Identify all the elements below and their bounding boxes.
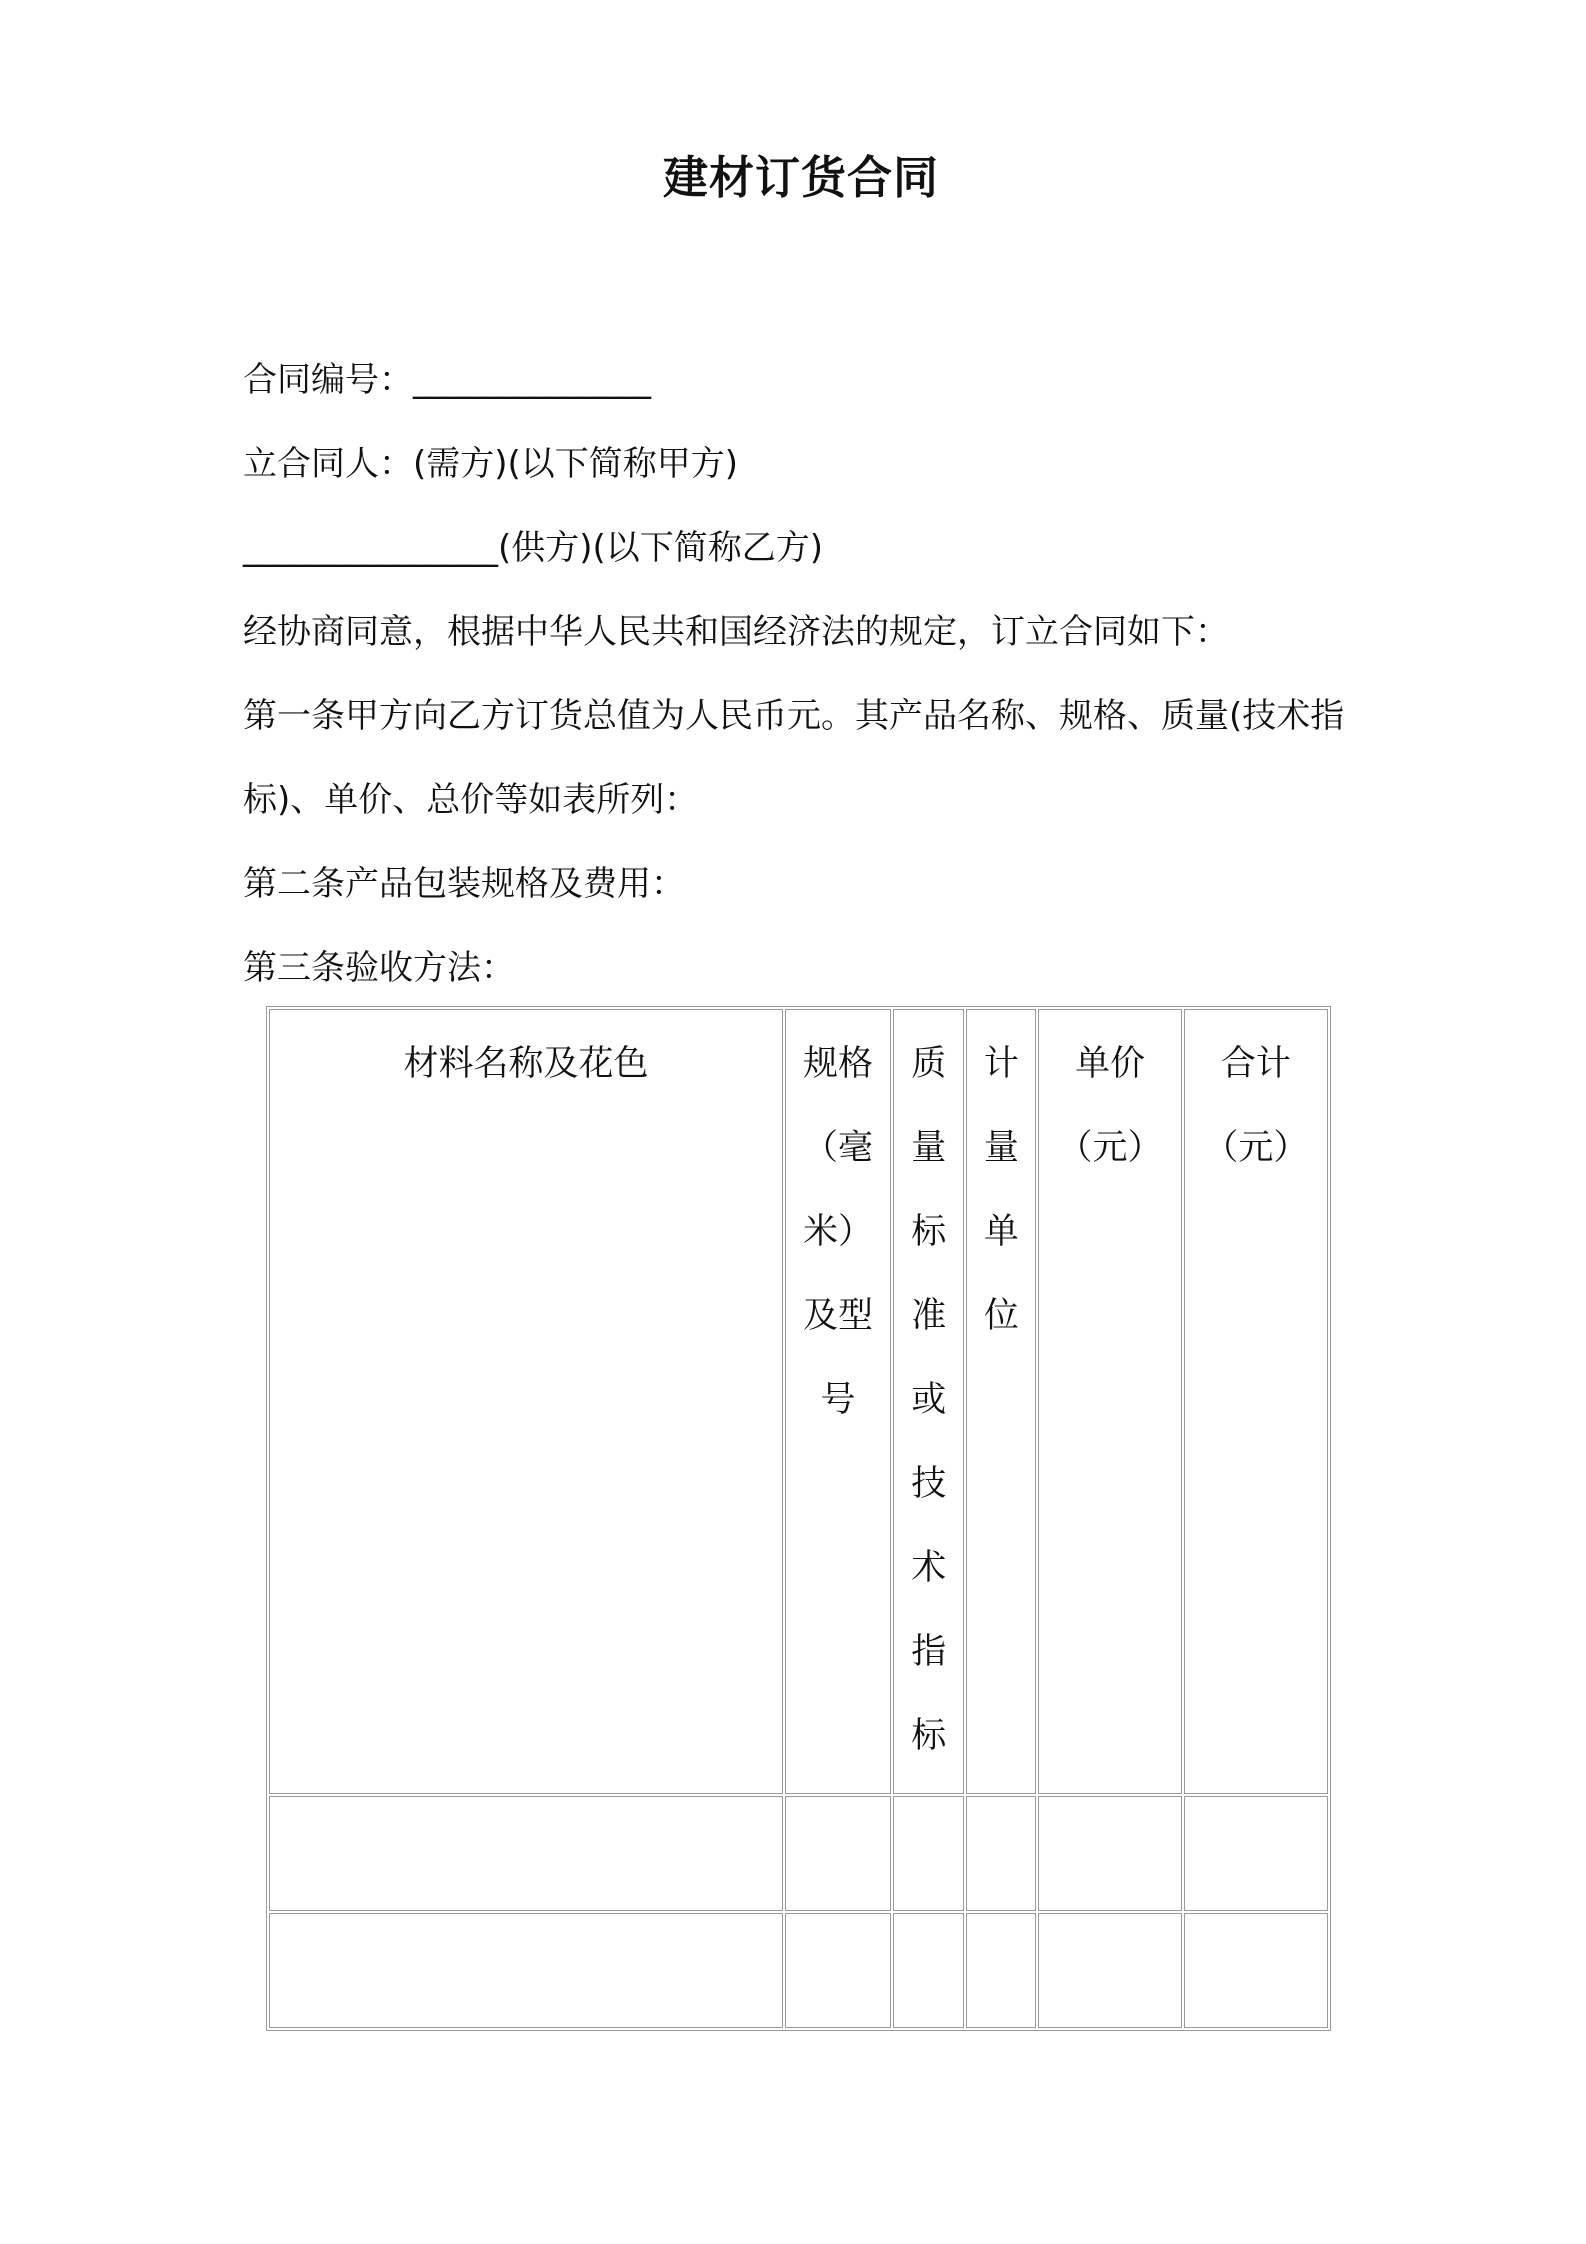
- table-cell: [893, 1913, 964, 2028]
- table-cell: [893, 1796, 964, 1911]
- table-cell: [1038, 1913, 1181, 2028]
- agreement-intro: 经协商同意，根据中华人民共和国经济法的规定，订立合同如下：: [243, 612, 1229, 652]
- table-cell: [1184, 1913, 1328, 2028]
- table-cell: [785, 1913, 891, 2028]
- article-3: 第三条验收方法：: [243, 948, 515, 988]
- header-spec: 规格（毫米）及型号: [785, 1009, 891, 1794]
- header-total: 合计（元）: [1184, 1009, 1328, 1794]
- document-title: 建材订货合同: [662, 151, 939, 204]
- article-2: 第二条产品包装规格及费用：: [243, 864, 685, 904]
- table-cell: [966, 1913, 1036, 2028]
- header-unit-price: 单价（元）: [1038, 1009, 1181, 1794]
- header-unit: 计量单位: [966, 1009, 1036, 1794]
- header-quality: 质量标准或技术指标: [893, 1009, 964, 1794]
- materials-table: [266, 1006, 1331, 2031]
- table-cell: [1184, 1796, 1328, 1911]
- table-cell: [269, 1796, 783, 1911]
- contract-body: [243, 338, 1358, 1010]
- party-b-line: _______________(供方)(以下简称乙方): [243, 528, 824, 568]
- header-material-name: 材料名称及花色: [269, 1009, 783, 1794]
- table-cell: [1038, 1796, 1181, 1911]
- table-row: [269, 1913, 1328, 2028]
- table-header-row: [269, 1009, 1328, 1794]
- article-1: 第一条甲方向乙方订货总值为人民币元。其产品名称、规格、质量(技术指标)、单价、总价等如表所列：: [243, 696, 1345, 820]
- party-a-line: 立合同人：(需方)(以下简称甲方): [243, 444, 739, 484]
- contract-number-line: 合同编号：______________: [243, 360, 651, 400]
- table-cell: [966, 1796, 1036, 1911]
- table-cell: [269, 1913, 783, 2028]
- table-row: [269, 1796, 1328, 1911]
- table-cell: [785, 1796, 891, 1911]
